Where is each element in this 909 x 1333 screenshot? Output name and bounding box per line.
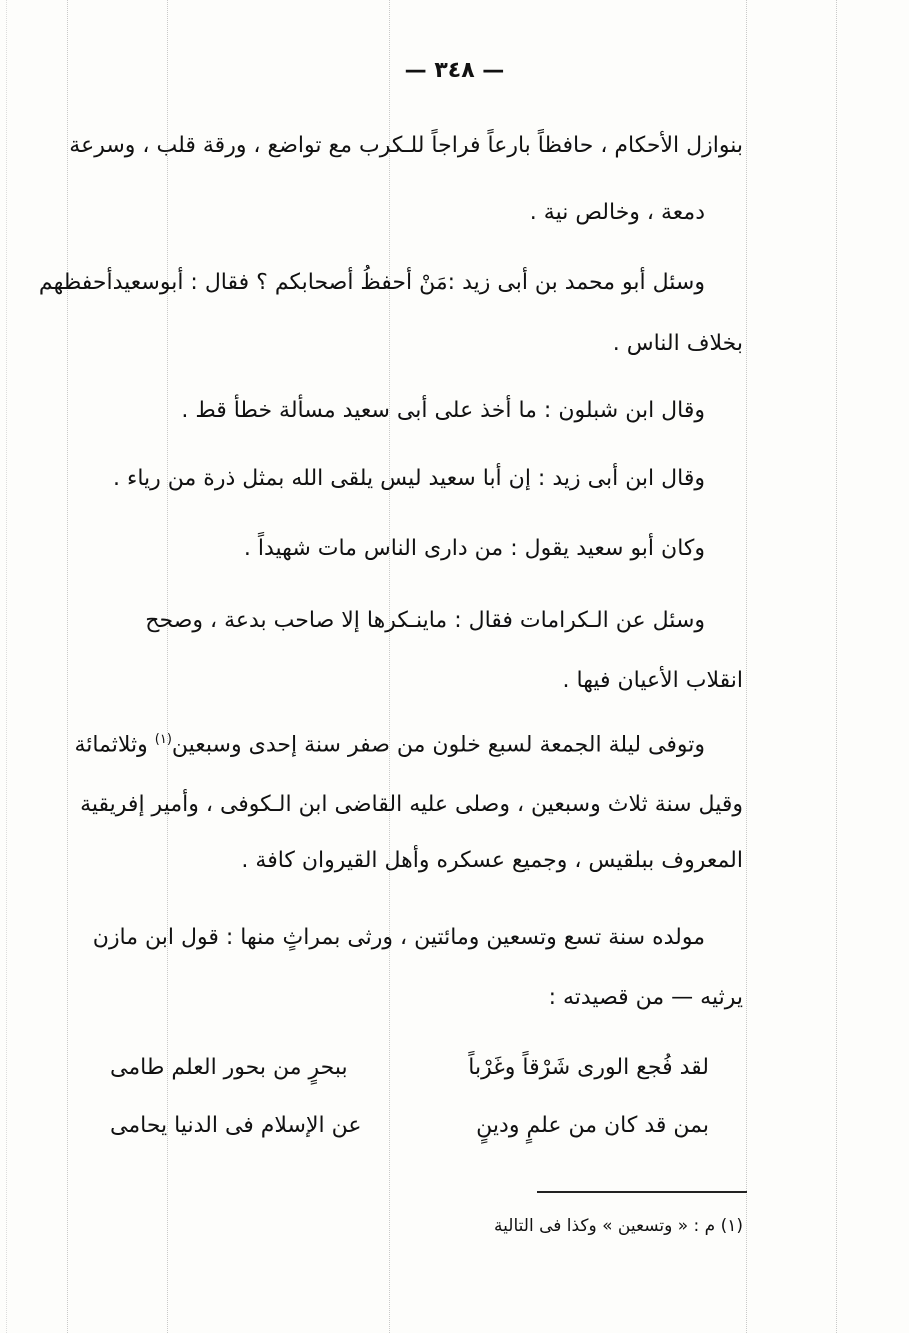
paragraph-line: وقال ابن أبى زيد : إن أبا سعيد ليس يلقى الله بمثل ذرة من رياء .: [113, 466, 705, 491]
footnote-marker: (١): [154, 732, 172, 747]
paragraph-line: وكان أبو سعيد يقول : من دارى الناس مات شهيداً .: [243, 536, 705, 561]
scan-guide-line: [836, 0, 837, 1333]
paragraph-line: وقال ابن شبلون : ما أخذ على أبى سعيد مسألة خطأ قط .: [181, 398, 705, 423]
paragraph-line: مولده سنة تسع وتسعين ومائتين ، ورثى بمراثٍ منها : قول ابن مازن: [92, 925, 705, 950]
paragraph-line: بخلاف الناس .: [612, 331, 743, 356]
paragraph-line: يرثيه — من قصيدته :: [548, 985, 743, 1010]
scan-guide-line: [746, 0, 747, 1333]
paragraph-text: وتوفى ليلة الجمعة لسبع خلون من صفر سنة إحدى وسبعين: [171, 732, 705, 758]
paragraph-text: وثلاثمائة: [74, 732, 148, 758]
verse-2-first-hemistich: بمن قد كان من علمٍ ودينٍ: [476, 1113, 709, 1138]
footnote: (١) م : « وتسعين » وكذا فى التالية: [494, 1216, 743, 1236]
paragraph-line: المعروف ببلقيس ، وجميع عسكره وأهل القيروان كافة .: [241, 848, 743, 873]
paragraph-line: انقلاب الأعيان فيها .: [562, 668, 743, 693]
verse-1-first-hemistich: لقد فُجع الورى شَرْقاً وغَرْباً: [468, 1055, 709, 1080]
page-number: — ٣٤٨ —: [404, 58, 505, 83]
verse-1-second-hemistich: ببحرٍ من بحور العلم طامى: [110, 1055, 348, 1080]
paragraph-line: وقيل سنة ثلاث وسبعين ، وصلى عليه القاضى ابن الـكوفى ، وأمير إفريقية: [80, 792, 743, 817]
footnote-separator: [537, 1191, 747, 1193]
paragraph-line: دمعة ، وخالص نية .: [529, 200, 705, 225]
paragraph-line: وسئل أبو محمد بن أبى زيد :مَنْ أحفظُ أصحابكم ؟ فقال : أبوسعيدأحفظهم: [38, 270, 705, 295]
scan-guide-line: [67, 0, 68, 1333]
scan-guide-line: [6, 0, 7, 1333]
paragraph-line: وسئل عن الـكرامات فقال : ماينـكرها إلا صاحب بدعة ، وصحح: [145, 608, 705, 633]
verse-2-second-hemistich: عن الإسلام فى الدنيا يحامى: [110, 1113, 362, 1138]
paragraph-line: [74, 732, 705, 758]
paragraph-line: بنوازل الأحكام ، حافظاً بارعاً فراجاً للـكرب مع تواضع ، ورقة قلب ، وسرعة: [69, 133, 743, 158]
